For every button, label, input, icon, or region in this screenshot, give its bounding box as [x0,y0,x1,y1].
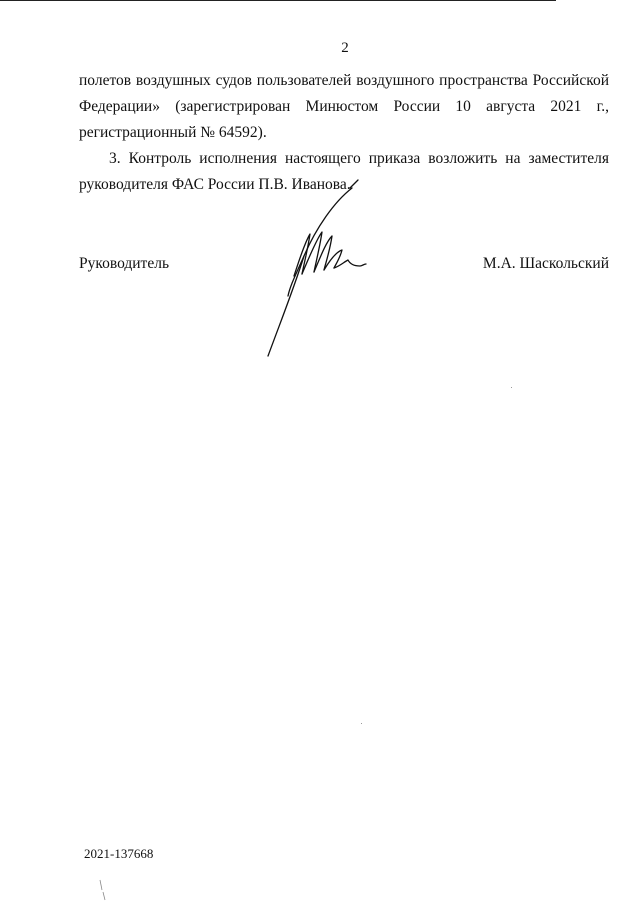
paragraph-3: 3. Контроль исполнения настоящего приказа возложить на заместителя руководителя ФАС России П.В. Иванова. [79,150,609,193]
signatory-name: М.А. Шаскольский [482,255,609,272]
scan-edge-mark [98,878,108,902]
page-number: 2 [341,40,349,56]
page-top-rule [0,0,556,1]
scan-speck [511,387,512,388]
handwritten-signature [264,178,374,360]
registration-number: 2021-137668 [84,846,154,861]
paragraph-continued: полетов воздушных судов пользователей воздушного пространства Российской Федерации» (зарегистрирован Минюстом России 10 августа 2021 г., регистрационный № 64592). [79,72,609,141]
signatory-role: Руководитель [79,255,170,272]
scan-speck [361,723,362,724]
